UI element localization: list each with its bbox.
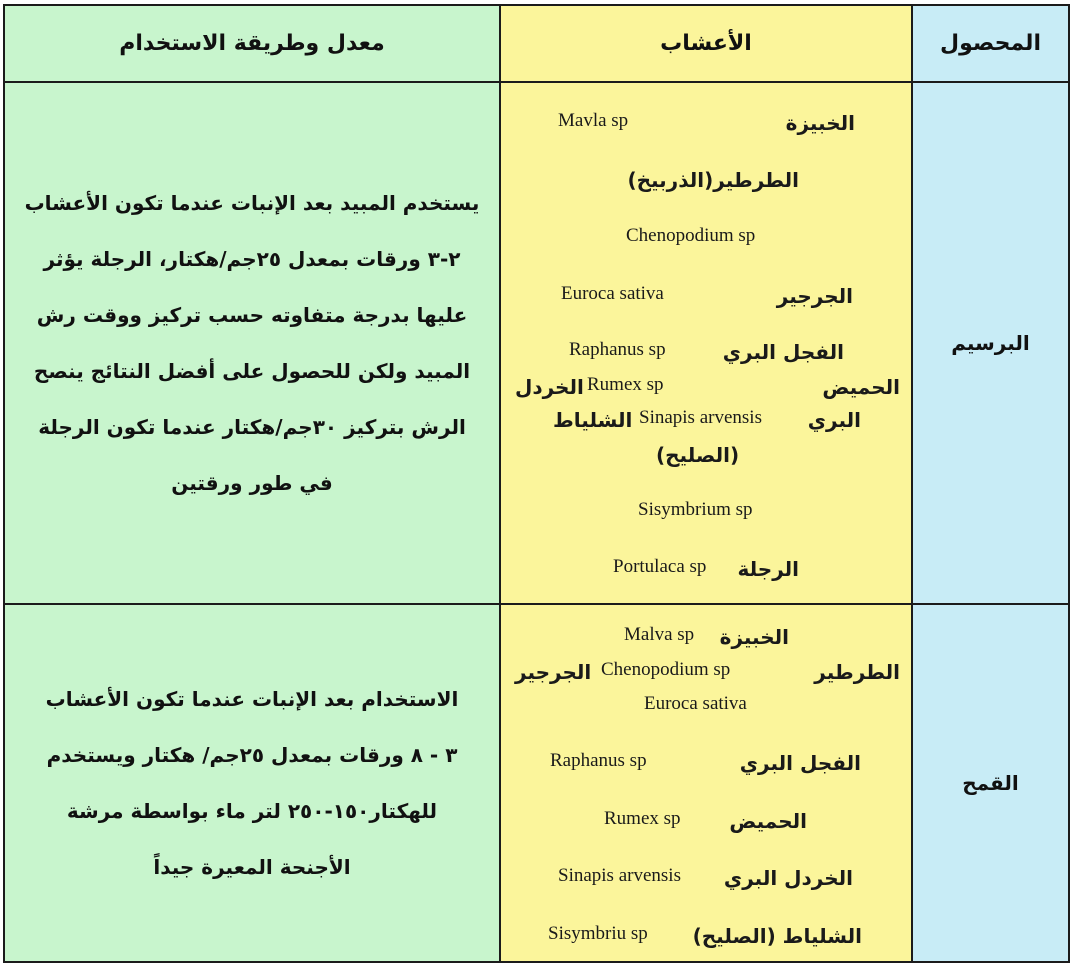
weed-arabic: الخبيزة xyxy=(719,625,789,649)
usage-line: الأجنحة المعيرة جيداً xyxy=(153,855,351,879)
table-row xyxy=(4,604,1069,962)
table-row xyxy=(4,82,1069,604)
weed-arabic: الطرطير xyxy=(814,660,900,684)
usage-line: المبيد ولكن للحصول على أفضل النتائج ينصح xyxy=(33,359,471,383)
weed-latin: Raphanus sp xyxy=(550,750,647,771)
usage-cell xyxy=(4,604,500,962)
weed-latin: Malva sp xyxy=(624,624,695,645)
weed-arabic: الخردل البري xyxy=(723,866,853,890)
weed-latin: Mavla sp xyxy=(558,110,629,131)
usage-cell xyxy=(4,82,500,604)
weed-arabic: الحميض xyxy=(729,809,807,833)
weed-latin: Rumex sp xyxy=(587,374,664,395)
header-usage: معدل وطريقة الاستخدام xyxy=(4,5,500,82)
weed-latin: Raphanus sp xyxy=(569,339,666,360)
crop-cell: البرسيم xyxy=(912,82,1069,604)
usage-line: يستخدم المبيد بعد الإنبات عندما تكون الأعشاب xyxy=(24,191,480,215)
weed-latin: Sisymbriu sp xyxy=(548,923,648,944)
usage-line: الاستخدام بعد الإنبات عندما تكون الأعشاب xyxy=(45,687,459,711)
usage-line: ٢-٣ ورقات بمعدل ٢٥جم/هكتار، الرجلة يؤثر xyxy=(43,247,461,271)
weed-arabic: الجرجير xyxy=(776,284,853,308)
crop-cell: القمح xyxy=(912,604,1069,962)
weed-arabic: الفجل البري xyxy=(739,751,861,775)
usage-line: ٣ - ٨ ورقات بمعدل ٢٥جم/ هكتار ويستخدم xyxy=(46,743,458,767)
header-crop: المحصول xyxy=(912,5,1069,82)
weed-arabic: الجرجير xyxy=(515,660,592,684)
weed-arabic: الطرطير(الذربيخ) xyxy=(627,168,799,192)
weeds-cell xyxy=(500,604,912,962)
weed-latin: Euroca sativa xyxy=(561,283,664,304)
weed-latin: Sinapis arvensis xyxy=(639,407,762,428)
weed-latin: Euroca sativa xyxy=(644,693,747,714)
weed-arabic: (الصليح) xyxy=(656,443,740,467)
weed-arabic: الشلياط xyxy=(553,408,633,432)
usage-line: الرش بتركيز ٣٠جم/هكتار عندما تكون الرجلة xyxy=(38,415,466,439)
weed-arabic: الشلياط (الصليح) xyxy=(692,924,862,948)
header-row xyxy=(4,5,1069,82)
usage-line: للهكتار١٥٠-٢٥٠ لتر ماء بواسطة مرشة xyxy=(66,799,438,823)
weed-latin: Chenopodium sp xyxy=(601,659,731,680)
weed-arabic: الرجلة xyxy=(737,557,799,581)
weed-arabic: الفجل البري xyxy=(722,340,844,364)
weed-arabic: الخردل xyxy=(515,375,584,399)
weed-latin: Sinapis arvensis xyxy=(558,865,681,886)
weed-latin: Chenopodium sp xyxy=(626,225,756,246)
weed-latin: Portulaca sp xyxy=(613,556,707,577)
weeds-cell xyxy=(500,82,912,604)
usage-line: في طور ورقتين xyxy=(171,471,333,495)
herbicide-table xyxy=(3,4,1070,963)
usage-line: عليها بدرجة متفاوته حسب تركيز ووقت رش xyxy=(36,303,468,327)
weed-arabic: الخبيزة xyxy=(785,111,855,135)
header-weeds: الأعشاب xyxy=(500,5,912,82)
weed-latin: Rumex sp xyxy=(604,808,681,829)
weed-arabic: البري xyxy=(807,408,861,432)
weed-arabic: الحميض xyxy=(822,375,900,399)
weed-latin: Sisymbrium sp xyxy=(638,499,753,520)
